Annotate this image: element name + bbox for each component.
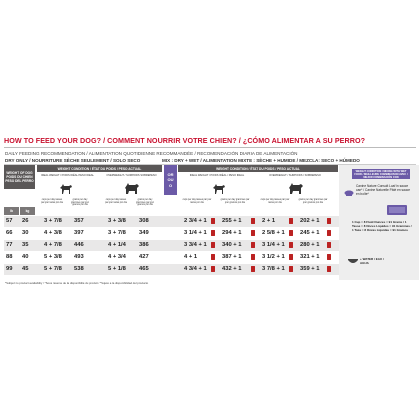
dog-overweight-icon [123,182,141,195]
dry-ideal-grams-cell: 397 [74,230,84,236]
dry-ideal-cups-cell: 4 + 3/8 [44,230,62,236]
mix-over-grams-cell: 321 + 1 [300,254,320,260]
mix-over-cups-cell: 3 1/4 + 1 [262,242,285,248]
weight-lb-cell: 99 [6,266,13,272]
kg-header: kg [20,207,35,215]
can-icon [327,254,331,260]
mix-ideal-grams-cell: 340 + 1 [222,242,242,248]
weight-of-dog-header [4,165,35,189]
can-icon [211,242,215,248]
dry-over-grams-cell: 465 [139,266,149,272]
dry-ideal-cups-cell: 5 + 7/8 [44,266,62,272]
can-icon [251,218,255,224]
mix-over-cups-cell: 2 + 1 [262,218,276,224]
mix-ideal-grams-cell: 432 + 1 [222,266,242,272]
dry-over-grams-label: grams per day grammes par jour gramos por día [136,199,154,207]
bowl-icon [344,188,354,198]
dry-ideal-cups-cell: 5 + 3/8 [44,254,62,260]
dry-over-cups-cell: 4 + 3/4 [108,254,126,260]
mix-ideal-cups-label: cups per day tasses par jour tazas por día [182,199,212,204]
feeding-title: HOW TO FEED YOUR DOG? / COMMENT NOURRIR VOTRE CHIEN? / ¿CÓMO ALIMENTAR A SU PERRO? [4,136,366,145]
weight-kg-cell: 45 [22,266,29,272]
weight-lb-cell: 77 [6,242,13,248]
weight-of-dog-label: WEIGHT OF DOG POIDS DU CHIEN PESO DEL PERRO [5,171,34,183]
can-icon [327,230,331,236]
lb-header: lb [4,207,19,215]
divider [4,147,416,148]
weight-kg-cell: 35 [22,242,29,248]
dry-over-cups-cell: 4 + 1/4 [108,242,126,248]
weight-lb-cell: 66 [6,230,13,236]
can-icon [289,266,293,272]
dry-overweight-header: OVERWEIGHT / SURPOIDS SOBREPESO [106,174,157,177]
mix-over-cups-cell: 2 5/8 + 1 [262,230,285,236]
can-icon [327,242,331,248]
can-icon [251,230,255,236]
water-label: + WATER / EAU / AGUA [360,257,384,265]
weight-kg-cell: 40 [22,254,29,260]
dry-over-grams-cell: 349 [139,230,149,236]
mix-over-cups-label: cups per day tasses par jour tazas por día [260,199,290,204]
mix-weight-condition-header: WEIGHT CONDITION / ÉTAT DU POIDS / PESO ACTUAL [178,165,338,172]
mix-overweight-header: OVERWEIGHT / SURPOIDS / SOBREPESO [269,174,321,177]
dry-ideal-grams-cell: 538 [74,266,84,272]
mix-ideal-header: IDEAL WEIGHT / POIDS IDÉAL / PESO IDEAL [189,174,245,177]
can-icon [251,266,255,272]
can-icon [211,254,215,260]
can-product-icon [386,204,408,216]
can-icon [327,218,331,224]
dog-ideal-icon [58,183,74,195]
dry-over-grams-cell: 386 [139,242,149,248]
dry-weight-condition-header: WEIGHT CONDITION / ÉTAT DU POIDS / PESO ACTUAL [37,165,162,172]
mix-over-grams-cell: 202 + 1 [300,218,320,224]
dry-ideal-cups-cell: 3 + 7/8 [44,218,62,224]
dry-ideal-cups-label: cups per day tasses par jour tazas por día [41,199,63,204]
mix-ideal-cups-cell: 4 3/4 + 1 [184,266,207,272]
mix-over-grams-cell: 245 + 1 [300,230,320,236]
dry-over-cups-label: cups per day tasses par jour tazas por día [105,199,127,204]
mix-ideal-cups-cell: 3 3/4 + 1 [184,242,207,248]
can-icon [327,266,331,272]
mix-over-cups-cell: 3 1/2 + 1 [262,254,285,260]
dry-over-cups-cell: 3 + 3/8 [108,218,126,224]
mix-ideal-grams-cell: 255 + 1 [222,218,242,224]
weight-kg-cell: 26 [22,218,29,224]
dog-overweight-mix-icon [287,182,305,195]
mix-over-cups-cell: 3 7/8 + 1 [262,266,285,272]
weight-lb-cell: 88 [6,254,13,260]
can-icon [251,242,255,248]
dog-ideal-mix-icon [211,183,227,195]
can-icon [289,242,293,248]
water-bowl-icon [347,256,359,266]
mix-label: MIX : DRY + WET / ALIMENTATION MIXTE : SÈCHE + HUMIDE / MEZCLA: SECO + HÚMEDO [162,158,360,163]
weight-lb-cell: 57 [6,218,13,224]
mix-over-grams-label: grams per day grammes par jour gramos por día [298,199,328,204]
can-icon [211,218,215,224]
dry-ideal-grams-label: grams per day grammes par jour gramos por día [71,199,89,207]
can-icon [289,218,293,224]
dry-over-grams-cell: 427 [139,254,149,260]
dry-over-grams-cell: 308 [139,218,149,224]
or-es: O [168,182,173,188]
cup-conversion-note: 1 Cup = 8 Fluid Ounces = 91 Grams / 1 Tasse = 8 Onces Liquides = 91 Grammes / 1 Taza = 8 Onzas Líquidas = 91 Gramos [352,220,412,233]
mix-ideal-cups-cell: 2 3/4 + 1 [184,218,207,224]
canine-product-text: Canine Nature Consult Loaf in sauce can* / Canine Naturelle Pâté en sauce en boîte* [356,184,411,196]
dry-ideal-cups-cell: 4 + 7/8 [44,242,62,248]
mix-ideal-cups-cell: 3 1/4 + 1 [184,230,207,236]
can-icon [211,266,215,272]
dry-only-label: DRY ONLY / NOURRITURE SÈCHE SEULEMENT / SOLO SECO [5,158,141,163]
dry-over-cups-cell: 3 + 7/8 [108,230,126,236]
can-icon [251,254,255,260]
dry-ideal-header: IDEAL WEIGHT / POIDS IDÉAL PESO IDEAL [41,174,94,177]
or-fr: OU [167,177,174,183]
dry-ideal-grams-cell: 357 [74,218,84,224]
dry-over-cups-cell: 5 + 1/8 [108,266,126,272]
mix-ideal-grams-label: grams per day grammes par jour gramos por día [220,199,250,204]
dry-ideal-grams-cell: 446 [74,242,84,248]
mix-ideal-cups-cell: 4 + 1 [184,254,198,260]
can-icon [289,254,293,260]
mix-ideal-grams-cell: 294 + 1 [222,230,242,236]
weight-kg-cell: 30 [22,230,29,236]
can-icon [289,230,293,236]
availability-footnote: *Subject to product availability / *Sous réserve de la disponibilité du produit / *Sujeto a la disponibilidad del producto [5,281,149,285]
mix-over-grams-cell: 280 + 1 [300,242,320,248]
mix-over-grams-cell: 359 + 1 [300,266,320,272]
dry-ideal-grams-cell: 493 [74,254,84,260]
or-en: OR [167,171,174,177]
best-combination-header: WEIGHT CONDITION / MIXING WITH WET FOOD / MEILLEURE COMBINAISON AVEC / MEJOR COMBINACIÓN CON [352,169,410,179]
or-separator [164,165,177,195]
daily-recommendation-label: DAILY FEEDING RECOMMENDATION / ALIMENTATION QUOTIDIENNE RECOMMANDÉE / RECOMENDACIÓN DIARIA DE ALIMENTACIÓN [5,151,298,156]
mix-ideal-grams-cell: 387 + 1 [222,254,242,260]
can-icon [211,230,215,236]
